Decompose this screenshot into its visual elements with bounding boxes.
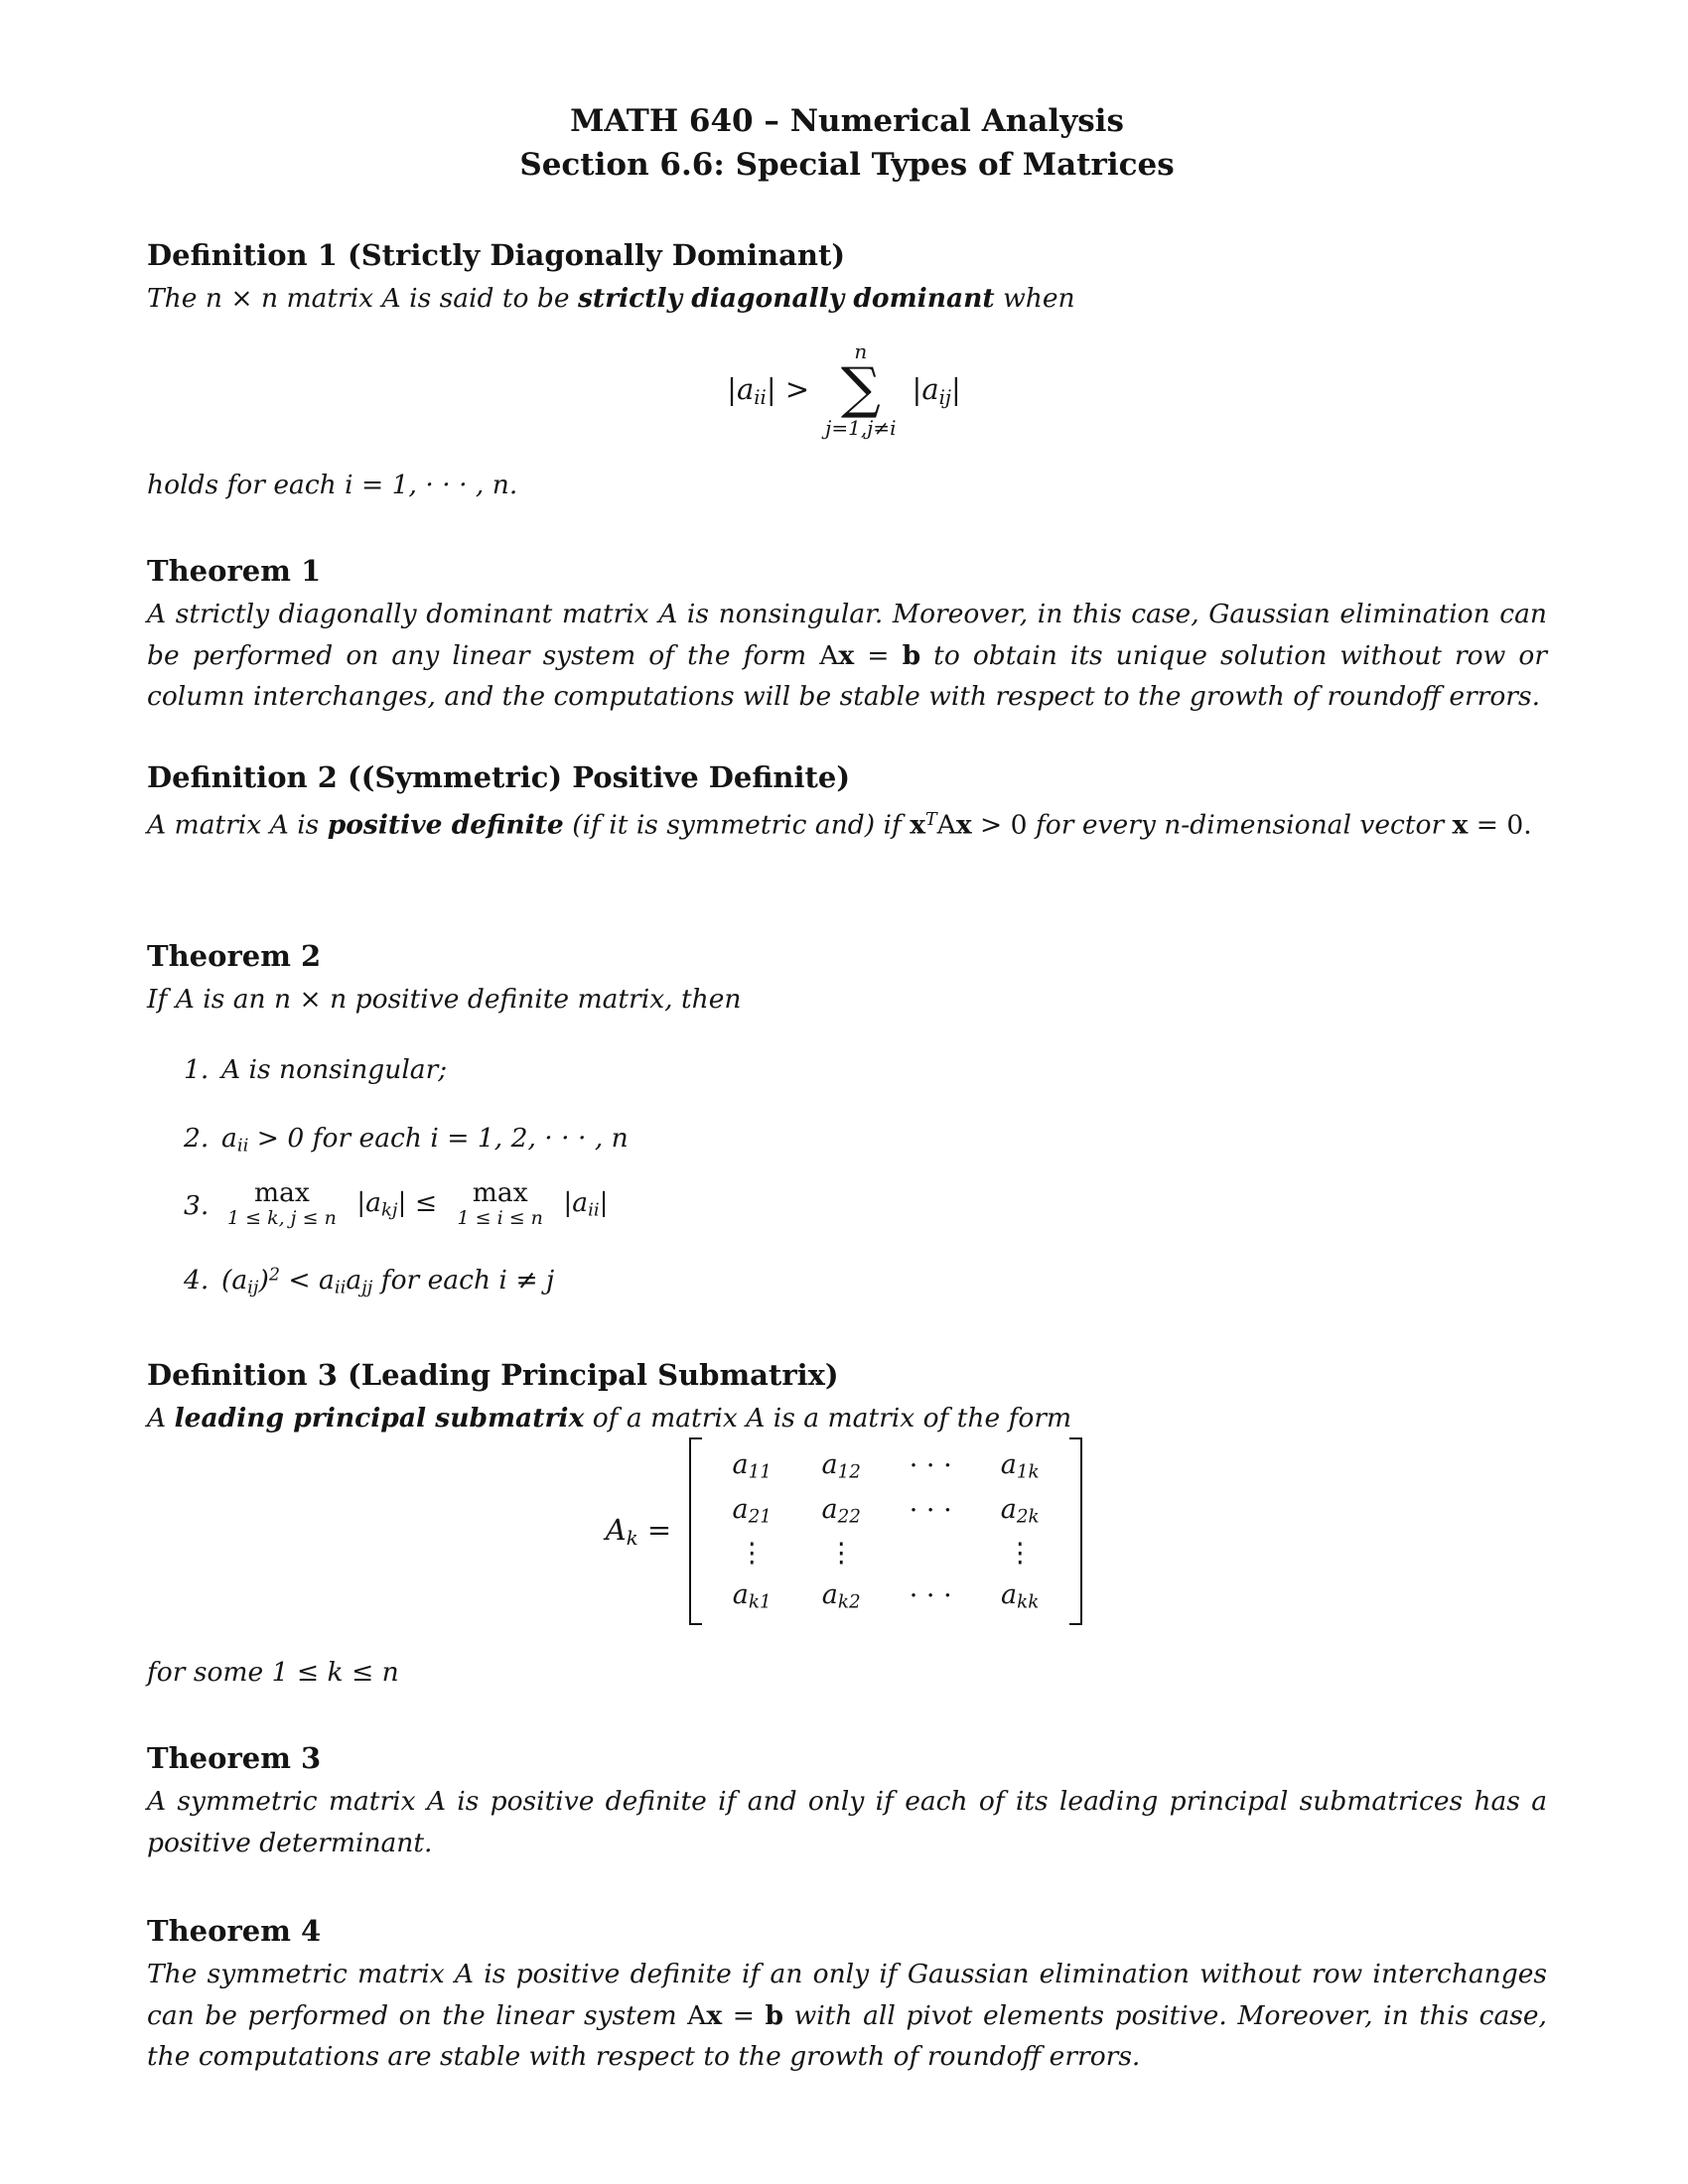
- section-title: Section 6.6: Special Types of Matrices: [519, 147, 1175, 183]
- matrix-vdots: ⋮: [1006, 1538, 1034, 1570]
- matrix-cell: a12: [821, 1449, 861, 1483]
- item-number: 4.: [184, 1265, 210, 1296]
- matrix-cell: a22: [821, 1493, 861, 1528]
- sigma-icon: ∑: [840, 356, 881, 421]
- max-limit: 1 ≤ k, j ≤ n: [227, 1207, 337, 1229]
- definition-3-section: [147, 1352, 1547, 1439]
- theorem-2-item-1: [147, 1054, 1547, 1085]
- matrix-bracket-left: [689, 1437, 702, 1625]
- theorem-2-item-2: [147, 1123, 1547, 1157]
- matrix-cell: akk: [1001, 1579, 1040, 1613]
- definition-1-section: [147, 232, 1547, 320]
- formula-lhs: |aii| >: [727, 371, 810, 409]
- matrix-cell: a2k: [1000, 1493, 1040, 1528]
- max-label: max: [253, 1177, 310, 1208]
- leading-principal-submatrix-formula: [0, 1437, 1688, 1625]
- course-title: MATH 640 – Numerical Analysis: [570, 103, 1124, 139]
- matrix-lhs: Ak =: [605, 1512, 672, 1550]
- matrix-cell: ak2: [821, 1579, 861, 1613]
- diagonal-dominance-formula: [0, 340, 1688, 441]
- formula-condition-text: holds for each i = 1, · · · , n.: [147, 470, 518, 500]
- definition-2-text: A matrix A is positive definite (if it is symmetric and) if $x^TAx > 0$ for every n-dimensional vector x = 0.: [147, 809, 1532, 841]
- item-text: (aij)$^2$ < aiiajj for each i ≠ j: [221, 1265, 555, 1298]
- definition-1-text: The n × n matrix A is said to be strictly diagonally dominant when: [147, 283, 1075, 314]
- formula-condition: [147, 465, 1547, 506]
- matrix-cdots: · · ·: [909, 1450, 952, 1482]
- max-operator-right: [458, 1179, 543, 1229]
- matrix-vdots: ⋮: [827, 1538, 855, 1570]
- max-operator-left: [227, 1179, 337, 1229]
- matrix-bracket-right: [1069, 1437, 1082, 1625]
- matrix-cell: a11: [732, 1449, 772, 1483]
- summation-operator: [825, 340, 896, 441]
- theorem-4-section: [147, 1908, 1547, 2078]
- max-limit: 1 ≤ i ≤ n: [457, 1207, 543, 1229]
- formula-rhs: |aij|: [912, 371, 961, 409]
- theorem-2-section: [147, 933, 1547, 1298]
- item-text: aii > 0 for each i = 1, 2, · · · , n: [221, 1122, 629, 1156]
- item-number: 2.: [184, 1122, 210, 1154]
- inequality-right: |aii|: [563, 1187, 609, 1221]
- item-text: [221, 1179, 615, 1229]
- theorem-1-text: A strictly diagonally dominant matrix A is nonsingular. Moreover, in this case, Gaussian elimination can be performed on any linear system of the form Ax = b to obtain its unique solution without row or column interchanges, and the computations will be stable with respect to the growth of roundoff errors.: [147, 599, 1547, 712]
- theorem-2-item-3: [147, 1179, 1547, 1229]
- theorem-1-section: [147, 548, 1547, 718]
- inequality-left: |akj| ≤: [356, 1187, 438, 1221]
- definition-2-section: [147, 754, 1547, 846]
- max-label: max: [472, 1177, 528, 1208]
- theorem-2-heading: Theorem 2: [147, 939, 322, 973]
- submatrix-range-text: for some 1 ≤ k ≤ n: [147, 1657, 399, 1688]
- matrix-cell: a1k: [1000, 1449, 1040, 1483]
- definition-3-text: A leading principal submatrix of a matrix A is a matrix of the form: [147, 1403, 1072, 1433]
- theorem-3-heading: Theorem 3: [147, 1741, 322, 1775]
- definition-3-heading: Definition 3 (Leading Principal Submatrix): [147, 1358, 839, 1392]
- matrix-grid: [706, 1437, 1065, 1625]
- item-number: 3.: [184, 1190, 210, 1221]
- definition-2-heading: Definition 2 ((Symmetric) Positive Definite): [147, 760, 851, 794]
- definition-1-heading: Definition 1 (Strictly Diagonally Dominant): [147, 238, 846, 272]
- matrix-cell: ak1: [732, 1579, 772, 1613]
- theorem-2-intro: If A is an n × n positive definite matrix, then: [147, 984, 742, 1015]
- document-header: [147, 99, 1547, 187]
- item-text: A is nonsingular;: [221, 1053, 448, 1085]
- theorem-1-heading: Theorem 1: [147, 554, 322, 588]
- theorem-3-text: A symmetric matrix A is positive definite if and only if each of its leading principal submatrices has a positive determinant.: [147, 1786, 1547, 1858]
- theorem-4-heading: Theorem 4: [147, 1914, 322, 1948]
- theorem-4-text: The symmetric matrix A is positive definite if an only if Gaussian elimination without row interchanges can be performed on the linear system Ax = b with all pivot elements positive. Moreover, in this case, the computations are stable with respect to the growth of roundoff errors.: [147, 1959, 1547, 2072]
- sum-upper-limit: n: [854, 340, 868, 363]
- sum-lower-limit: j=1,j≠i: [825, 416, 897, 440]
- matrix-cdots: · · ·: [909, 1494, 952, 1526]
- matrix-vdots: ⋮: [738, 1538, 766, 1570]
- submatrix-range: [147, 1652, 1547, 1694]
- theorem-2-list: [147, 1054, 1547, 1298]
- theorem-2-item-4: [147, 1265, 1547, 1298]
- matrix-cell: a21: [732, 1493, 772, 1528]
- item-number: 1.: [184, 1053, 210, 1085]
- matrix-cdots: · · ·: [909, 1580, 952, 1612]
- theorem-3-section: [147, 1735, 1547, 1863]
